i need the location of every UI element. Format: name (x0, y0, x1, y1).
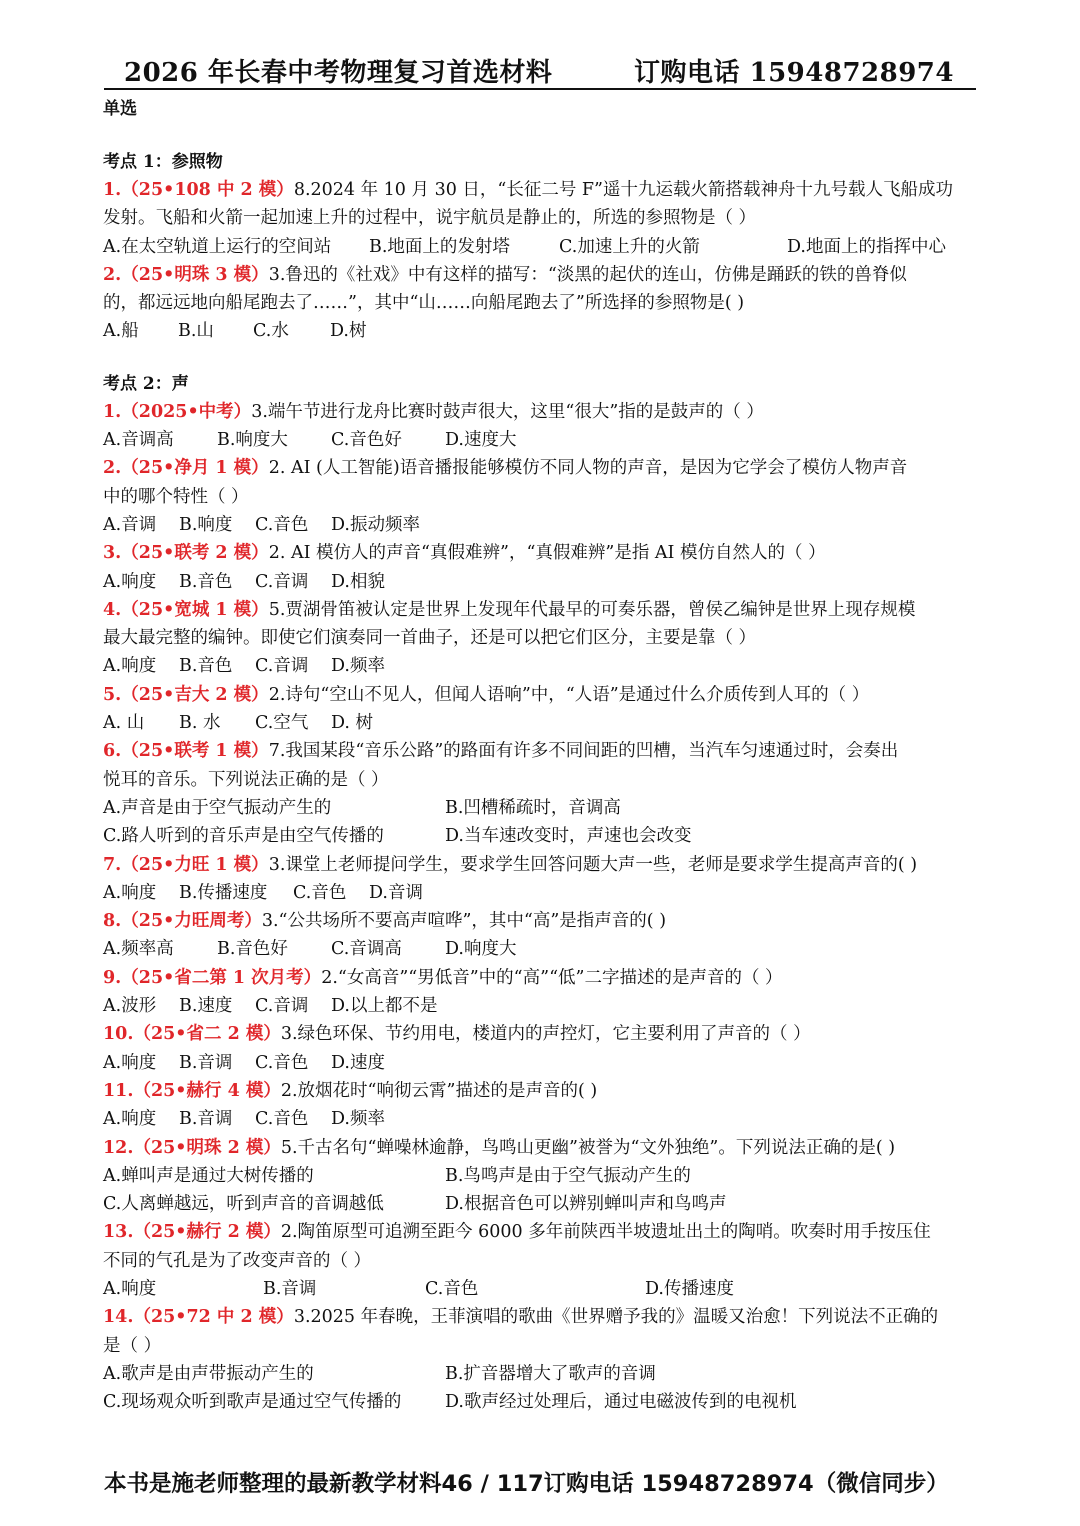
question-line (103, 1218, 983, 1246)
question-source: （25•108 中 2 模） (121, 180, 294, 200)
option-a: A.蝉叫声是通过大树传播的 (103, 1165, 314, 1186)
question-text: 5.贾湖骨笛被认定是世界上发现年代最早的可奏乐器，曾侯乙编钟是世界上现存规模 (268, 599, 916, 620)
question-source: （25•赫行 4 模） (133, 1080, 281, 1101)
option-a: A.音调 (103, 514, 157, 535)
option-c: C.音调 (255, 996, 309, 1017)
question-line (103, 737, 983, 765)
option-b: B.音调 (179, 1052, 233, 1073)
option-c: C.加速上升的火箭 (559, 236, 700, 257)
option-d: D.音调 (369, 882, 423, 903)
answer-options (103, 935, 983, 963)
option-d: D.歌声经过处理后，通过电磁波传到的电视机 (445, 1392, 797, 1413)
question-text: 不同的气孔是为了改变声音的（ ） (103, 1250, 372, 1271)
option-c: C.水 (253, 321, 289, 342)
question-line (103, 1247, 983, 1275)
option-a: A.响度 (103, 1109, 157, 1130)
option-d: D.当车速改变时，声速也会改变 (445, 826, 692, 847)
question-line (103, 539, 983, 567)
option-c: C.音色好 (331, 430, 402, 451)
question-text: 悦耳的音乐。下列说法正确的是（ ） (103, 769, 389, 790)
question-text: 发射。飞船和火箭一起加速上升的过程中，说宇航员是静止的，所选的参照物是（ ） (103, 208, 757, 229)
option-d: D.速度大 (445, 430, 517, 451)
option-d: D.以上都不是 (331, 996, 438, 1017)
question-source: （25•吉大 2 模） (121, 684, 269, 705)
question-line (103, 596, 983, 624)
question-line (103, 454, 983, 482)
header-title: 2026 年长春中考物理复习首选材料 (124, 58, 553, 88)
question-text: 最大最完整的编钟。即使它们演奏同一首曲子，还是可以把它们区分，主要是靠（ ） (103, 628, 757, 649)
question-source: （2025•中考） (121, 401, 252, 422)
question-text: 2. AI (人工智能)语音播报能够模仿不同人物的声音，是因为它学会了模仿人物声音 (268, 458, 908, 479)
question-number: 11. (103, 1080, 134, 1101)
question-number: 9. (103, 967, 122, 988)
question-number: 13. (103, 1222, 134, 1243)
answer-options (103, 1162, 983, 1190)
answer-options (103, 568, 983, 596)
question-line (103, 624, 983, 652)
option-a: A.声音是由于空气振动产生的 (103, 797, 332, 818)
question-text: 2. AI 模仿人的声音“真假难辨”，“真假难辨”是指 AI 模仿自然人的（ ） (268, 543, 826, 564)
question-text: 3.绿色环保、节约用电，楼道内的声控灯，它主要利用了声音的（ ） (280, 1024, 811, 1045)
option-b: B.速度 (179, 996, 233, 1017)
question-number: 1. (103, 180, 122, 200)
option-b: B.音色好 (217, 939, 288, 960)
question-number: 10. (103, 1024, 134, 1045)
option-b: B.响度大 (217, 430, 288, 451)
header-phone: 订购电话 15948728974 (633, 58, 954, 88)
option-d: D.振动频率 (331, 514, 420, 535)
question-source: （25•力旺 1 模） (121, 854, 269, 875)
question-text: 2.放烟花时“响彻云霄”描述的是声音的( ) (280, 1080, 598, 1101)
option-d: D.树 (330, 321, 367, 342)
option-d: D.速度 (331, 1052, 385, 1073)
question-line (103, 1134, 983, 1162)
question-line (103, 1077, 983, 1105)
question-text: 3.课堂上老师提问学生，要求学生回答问题大声一些，老师是要求学生提高声音的( ) (268, 854, 918, 875)
question-type-label: 单选 (103, 99, 137, 119)
question-number: 5. (103, 684, 122, 705)
question-number: 12. (103, 1137, 134, 1158)
question-source: （25•省二第 1 次月考） (121, 967, 322, 988)
option-c: C.音色 (255, 1109, 309, 1130)
question-source: （25•净月 1 模） (121, 458, 269, 479)
option-b: B.音色 (179, 656, 233, 677)
question-number: 14. (103, 1307, 134, 1328)
option-a: A.在太空轨道上运行的空间站 (103, 236, 332, 257)
question-number: 4. (103, 599, 122, 620)
question-number: 2. (103, 458, 122, 479)
option-b: B.鸟鸣声是由于空气振动产生的 (445, 1165, 691, 1186)
answer-options (103, 879, 983, 907)
option-a: A.响度 (103, 1052, 157, 1073)
option-d: D.传播速度 (645, 1278, 734, 1299)
answer-options (103, 822, 983, 850)
answer-options (103, 1388, 983, 1416)
option-a: A.响度 (103, 882, 157, 903)
question-source: （25•72 中 2 模） (133, 1307, 294, 1328)
option-b: B.山 (178, 321, 214, 342)
answer-options (103, 511, 983, 539)
question-text: 3.鲁迅的《社戏》中有这样的描写：“淡黑的起伏的连山，仿佛是踊跃的铁的兽脊似 (268, 264, 907, 285)
section-title-reference-frame: 考点 1：参照物 (103, 152, 223, 172)
question-number: 1. (103, 401, 122, 422)
question-text: 3.端午节进行龙舟比赛时鼓声很大，这里“很大”指的是鼓声的（ ） (251, 401, 764, 422)
option-a: A.响度 (103, 1278, 157, 1299)
option-b: B.音调 (263, 1278, 317, 1299)
question-text: 7.我国某段“音乐公路”的路面有许多不同间距的凹槽，当汽车匀速通过时，会奏出 (268, 741, 899, 762)
question-number: 2. (103, 264, 122, 285)
option-c: C.空气 (255, 713, 309, 734)
option-a: A. 山 (103, 713, 145, 734)
option-b: B. 水 (179, 713, 221, 734)
question-text: 2.诗句“空山不见人，但闻人语响”中，“人语”是通过什么介质传到人耳的（ ） (268, 684, 870, 705)
question-text: 2.陶笛原型可追溯至距今 6000 多年前陕西半坡遗址出土的陶哨。吹奏时用手按压住 (280, 1222, 931, 1243)
question-text: 3.2025 年春晚，王菲演唱的歌曲《世界赠予我的》温暖又治愈！下列说法不正确的 (293, 1307, 939, 1328)
option-c: C.音调 (255, 656, 309, 677)
option-d: D.响度大 (445, 939, 517, 960)
question-text: 5.千古名句“蝉噪林逾静，鸟鸣山更幽”被誉为“文外独绝”。下列说法正确的是( ) (280, 1137, 896, 1158)
question-number: 7. (103, 854, 122, 875)
option-d: D.根据音色可以辨别蝉叫声和鸟鸣声 (445, 1194, 727, 1215)
question-source: （25•赫行 2 模） (133, 1222, 281, 1243)
option-d: D.地面上的指挥中心 (787, 236, 946, 257)
option-b: B.传播速度 (179, 882, 268, 903)
option-d: D.频率 (331, 656, 385, 677)
option-c: C.音色 (255, 1052, 309, 1073)
option-b: B.凹槽稀疏时，音调高 (445, 797, 621, 818)
question-line (103, 398, 983, 426)
option-d: D. 树 (331, 713, 374, 734)
question-text: 2.“女高音”“男低音”中的“高”“低”二字描述的是声音的（ ） (321, 967, 783, 988)
question-line (103, 681, 983, 709)
option-d: D.相貌 (331, 571, 385, 592)
page-content (103, 96, 983, 1416)
question-source: （25•联考 2 模） (121, 543, 269, 564)
answer-options (103, 1105, 983, 1133)
option-b: B.音色 (179, 571, 233, 592)
question-line (103, 964, 983, 992)
option-c: C.路人听到的音乐声是由空气传播的 (103, 826, 384, 847)
option-a: A.响度 (103, 571, 157, 592)
option-c: C.音调 (255, 571, 309, 592)
answer-options (103, 992, 983, 1020)
question-line (103, 1303, 983, 1331)
option-a: A.频率高 (103, 939, 174, 960)
question-line (103, 907, 983, 935)
question-line (103, 1020, 983, 1048)
answer-options (103, 317, 983, 345)
option-c: C.音调高 (331, 939, 402, 960)
question-source: （25•联考 1 模） (121, 741, 269, 762)
option-b: B.音调 (179, 1109, 233, 1130)
question-source: （25•明珠 2 模） (133, 1137, 281, 1158)
answer-options (103, 426, 983, 454)
answer-options (103, 794, 983, 822)
question-line (103, 851, 983, 879)
question-line (103, 176, 983, 204)
question-text: 中的哪个特性（ ） (103, 486, 249, 507)
question-number: 3. (103, 543, 122, 564)
option-a: A.歌声是由声带振动产生的 (103, 1363, 314, 1384)
question-text: 是（ ） (103, 1335, 162, 1356)
question-source: （25•省二 2 模） (133, 1024, 281, 1045)
answer-options (103, 1190, 983, 1218)
question-source: （25•宽城 1 模） (121, 599, 269, 620)
question-source: （25•明珠 3 模） (121, 264, 269, 285)
question-line (103, 261, 983, 289)
option-c: C.音色 (255, 514, 309, 535)
answer-options (103, 652, 983, 680)
question-line (103, 204, 983, 232)
answer-options (103, 233, 983, 261)
option-a: A.波形 (103, 996, 157, 1017)
question-number: 6. (103, 741, 122, 762)
page-footer: 本书是施老师整理的最新教学材料46 / 117订购电话 15948728974（微信同步） (104, 1471, 949, 1497)
option-a: A.响度 (103, 656, 157, 677)
page-header (104, 50, 976, 90)
option-c: C.人离蝉越远，听到声音的音调越低 (103, 1194, 384, 1215)
option-c: C.现场观众听到歌声是通过空气传播的 (103, 1392, 402, 1413)
option-a: A.船 (103, 321, 139, 342)
question-text: 的，都远远地向船尾跑去了……”，其中“山……向船尾跑去了”所选择的参照物是( ) (103, 293, 745, 314)
option-b: B.扩音器增大了歌声的音调 (445, 1363, 656, 1384)
question-line (103, 1332, 983, 1360)
option-a: A.音调高 (103, 430, 174, 451)
option-d: D.频率 (331, 1109, 385, 1130)
question-text: 8.2024 年 10 月 30 日，“长征二号 F”遥十九运载火箭搭载神舟十九号载人飞船成功 (293, 180, 953, 200)
answer-options (103, 1275, 983, 1303)
question-number: 8. (103, 911, 122, 932)
question-line (103, 766, 983, 794)
option-b: B.响度 (179, 514, 233, 535)
question-text: 3.“公共场所不要高声喧哗”，其中“高”是指声音的( ) (261, 911, 667, 932)
question-line (103, 289, 983, 317)
question-line (103, 483, 983, 511)
option-c: C.音色 (293, 882, 347, 903)
question-source: （25•力旺周考） (121, 911, 262, 932)
option-c: C.音色 (425, 1278, 479, 1299)
section-title-sound: 考点 2：声 (103, 373, 189, 394)
answer-options (103, 1049, 983, 1077)
answer-options (103, 1360, 983, 1388)
option-b: B.地面上的发射塔 (369, 236, 510, 257)
answer-options (103, 709, 983, 737)
